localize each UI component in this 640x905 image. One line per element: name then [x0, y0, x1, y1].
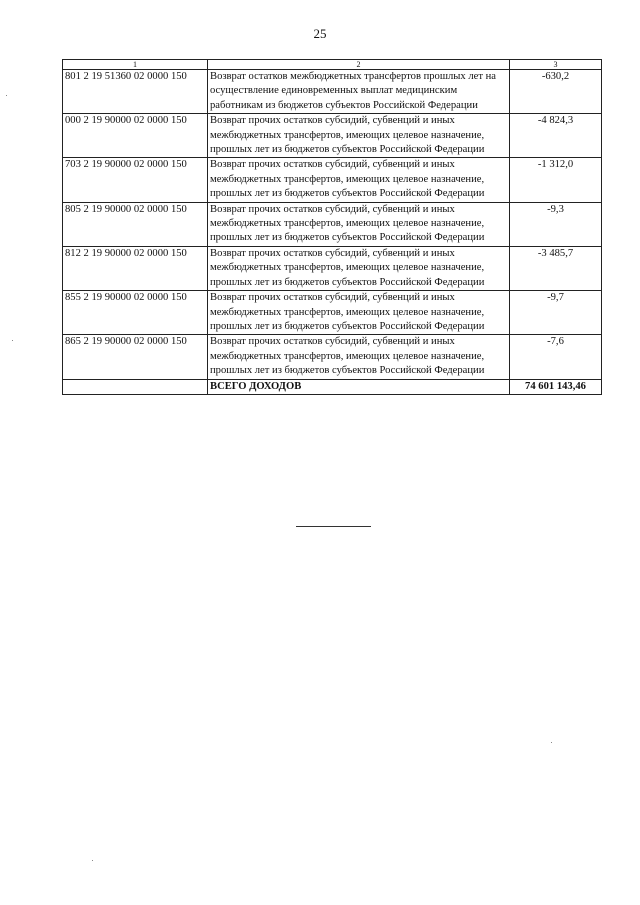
row-description: Возврат прочих остатков субсидий, субвенций и иных межбюджетных трансфертов, имеющих целевое назначение, прошлых лет из бюджетов субъектов Российской Федерации [208, 246, 510, 290]
page-number: 25 [313, 26, 327, 41]
table-row [63, 202, 602, 246]
table-row [63, 246, 602, 290]
row-amount: -630,2 [510, 70, 602, 114]
total-amount: 74 601 143,46 [510, 379, 602, 394]
total-label: ВСЕГО ДОХОДОВ [208, 379, 510, 394]
row-amount: -1 312,0 [510, 158, 602, 202]
row-description: Возврат прочих остатков субсидий, субвенций и иных межбюджетных трансфертов, имеющих целевое назначение, прошлых лет из бюджетов субъектов Российской Федерации [208, 335, 510, 379]
row-amount: -9,3 [510, 202, 602, 246]
row-code: 703 2 19 90000 02 0000 150 [63, 158, 208, 202]
table-row [63, 158, 602, 202]
row-amount: -4 824,3 [510, 114, 602, 158]
scan-speck [12, 340, 13, 341]
column-header-2: 2 [208, 60, 510, 70]
table-row [63, 114, 602, 158]
total-code-cell [63, 379, 208, 394]
row-code: 000 2 19 90000 02 0000 150 [63, 114, 208, 158]
row-code: 812 2 19 90000 02 0000 150 [63, 246, 208, 290]
scan-speck [551, 742, 552, 743]
total-row [63, 379, 602, 394]
budget-table [62, 59, 602, 395]
table-row [63, 291, 602, 335]
row-code: 865 2 19 90000 02 0000 150 [63, 335, 208, 379]
row-amount: -3 485,7 [510, 246, 602, 290]
row-description: Возврат прочих остатков субсидий, субвенций и иных межбюджетных трансфертов, имеющих целевое назначение, прошлых лет из бюджетов субъектов Российской Федерации [208, 291, 510, 335]
row-amount: -9,7 [510, 291, 602, 335]
row-code: 805 2 19 90000 02 0000 150 [63, 202, 208, 246]
scan-speck [92, 860, 93, 861]
row-description: Возврат остатков межбюджетных трансфертов прошлых лет на осуществление единовременных выплат медицинским работникам из бюджетов субъектов Российской Федерации [208, 70, 510, 114]
row-code: 801 2 19 51360 02 0000 150 [63, 70, 208, 114]
scan-speck [6, 95, 7, 96]
row-code: 855 2 19 90000 02 0000 150 [63, 291, 208, 335]
row-description: Возврат прочих остатков субсидий, субвенций и иных межбюджетных трансфертов, имеющих целевое назначение, прошлых лет из бюджетов субъектов Российской Федерации [208, 202, 510, 246]
row-description: Возврат прочих остатков субсидий, субвенций и иных межбюджетных трансфертов, имеющих целевое назначение, прошлых лет из бюджетов субъектов Российской Федерации [208, 158, 510, 202]
table-row [63, 335, 602, 379]
row-amount: -7,6 [510, 335, 602, 379]
row-description: Возврат прочих остатков субсидий, субвенций и иных межбюджетных трансфертов, имеющих целевое назначение, прошлых лет из бюджетов субъектов Российской Федерации [208, 114, 510, 158]
table-header-row [63, 60, 602, 70]
column-header-3: 3 [510, 60, 602, 70]
table-row [63, 70, 602, 114]
end-divider-line [296, 526, 371, 527]
column-header-1: 1 [63, 60, 208, 70]
